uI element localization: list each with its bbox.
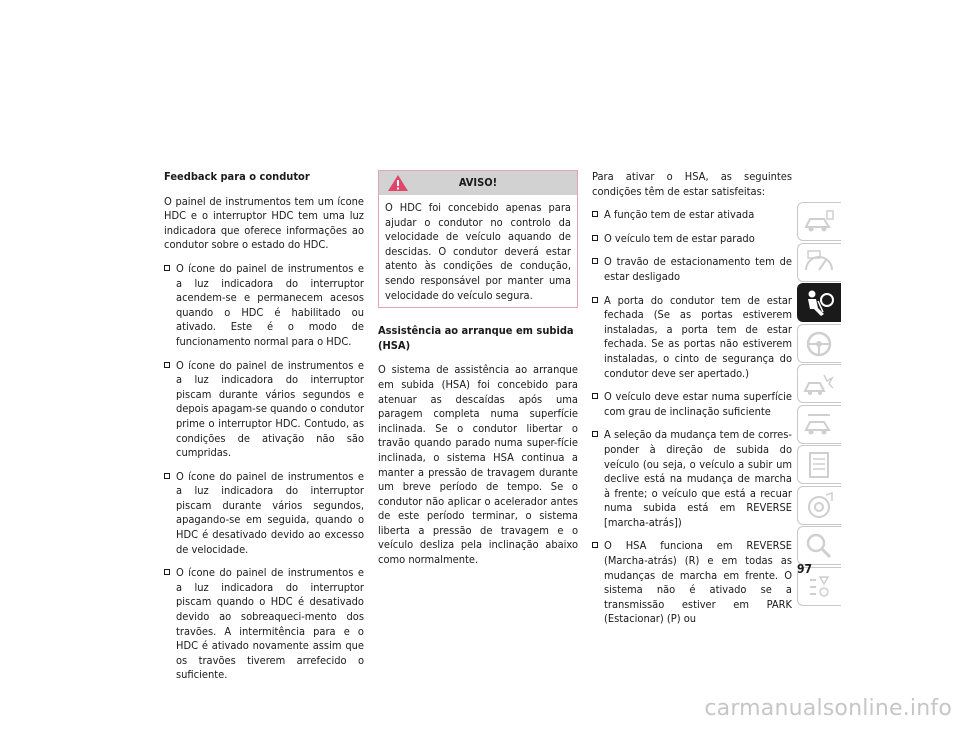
bullet-list <box>164 262 364 683</box>
checkbox-bullet-icon <box>592 542 598 548</box>
watermark: carmanualsonline.info <box>704 696 952 721</box>
steering-wheel-icon <box>802 329 836 359</box>
section-heading-feedback: Feedback para o condutor <box>164 170 310 183</box>
tab-car-info[interactable] <box>797 202 841 241</box>
tab-service[interactable] <box>797 405 841 444</box>
list-item: A porta do condutor tem de estar fechada (Se as portas estiverem instaladas, a porta tem de estar fechada. Se as portas não estiverem instaladas, o cinto de segurança do condutor deve ser apertado.) <box>592 294 792 382</box>
warning-text: O HDC foi concebido apenas para ajudar o condutor no controlo da velocidade de veículo aquando de descidas. O condutor deverá estar atento às condições de condução, sendo responsável por manter uma velocidade do veículo segura. <box>385 201 571 302</box>
column-3 <box>592 170 792 636</box>
checkbox-bullet-icon <box>164 265 170 271</box>
list-item: A função tem de estar ativada <box>592 208 792 223</box>
warning-header <box>379 171 577 195</box>
list-item: O travão de estacionamento tem de estar desligado <box>592 255 792 284</box>
car-crash-icon <box>802 369 836 399</box>
dashboard-icon <box>802 248 836 278</box>
tab-emergency[interactable] <box>797 364 841 403</box>
car-info-icon <box>802 207 836 237</box>
airbag-person-icon <box>802 288 836 318</box>
list-item: O ícone do painel de instrumentos e a luz indicadora do interruptor piscam quando o HDC é desativado devido ao sobreaqueci-mento dos travões. A intermitência para e o HDC é ativado novamente assim que os travões tiverem arrefecido o suficiente. <box>164 566 364 683</box>
section-heading-hsa: Assistência ao arranque em subida (HSA) <box>378 324 574 352</box>
list-item: O ícone do painel de instrumentos e a luz indicadora do interruptor piscam durante vários segundos e depois apagam-se quando o condutor prime o interruptor HDC. Contudo, as condições de ativação não são cumpridas. <box>164 359 364 461</box>
list-item: A seleção da mudança tem de corres-ponder à direção de subida do veículo (ou seja, o veículo a subir um declive está na mudança de marcha à frente; o veículo que está a recuar numa subida está em REVERSE [marcha-atrás]) <box>592 428 792 530</box>
page-number: 97 <box>797 562 813 576</box>
paragraph-conditions: Para ativar o HSA, as seguintes condições têm de estar satisfeitas: <box>592 170 792 198</box>
checkbox-bullet-icon <box>164 569 170 575</box>
list-item: O veículo deve estar numa superfície com grau de inclinação suficiente <box>592 390 792 419</box>
warning-triangle-icon <box>387 174 409 192</box>
warning-title: AVISO! <box>458 175 498 189</box>
list-item: O veículo tem de estar parado <box>592 232 792 247</box>
list-item: O HSA funciona em REVERSE (Marcha-atrás) (R) e em todas as mudanças de marcha em frente. O sistema não é ativado se a transmissão estiver em PARK (Estacionar) (P) ou <box>592 539 792 627</box>
paragraph-intro: O painel de instrumentos tem um ícone HDC e o interruptor HDC tem uma luz indicadora que oferece informações ao condutor sobre o estado do HDC. <box>164 194 364 252</box>
checkbox-bullet-icon <box>164 362 170 368</box>
checkbox-bullet-icon <box>592 235 598 241</box>
checkbox-bullet-icon <box>592 393 598 399</box>
list-item: O ícone do painel de instrumentos e a luz indicadora do interruptor acendem-se e permanecem acesos quando o HDC é habilitado ou ativado. Este é o modo de funcionamento normal para o HDC. <box>164 262 364 350</box>
audio-icon <box>802 491 836 521</box>
bullet-list <box>592 208 792 627</box>
tab-specs[interactable] <box>797 445 841 484</box>
specs-list-icon <box>802 450 836 480</box>
column-1 <box>164 170 364 692</box>
tab-safety[interactable] <box>797 283 841 322</box>
search-icon <box>802 531 836 561</box>
column-2 <box>378 170 578 577</box>
checkbox-bullet-icon <box>592 297 598 303</box>
checkbox-bullet-icon <box>592 431 598 437</box>
warning-box <box>378 170 578 308</box>
tab-search[interactable] <box>797 526 841 565</box>
checkbox-bullet-icon <box>592 258 598 264</box>
chapter-tabs <box>797 202 841 607</box>
tab-dashboard[interactable] <box>797 243 841 282</box>
paragraph-hsa: O sistema de assistência ao arranque em subida (HSA) foi concebido para atenuar as descaídas após uma paragem completa numa superfície inclinada. Se o condutor libertar o travão quando parado numa super-fície inclinada, o sistema HSA continua a manter a pressão de travagem durante um breve período de tempo. Se o condutor não aplicar o acelerador antes de este período terminar, o sistema liberta a pressão de travagem e o veículo desliza pela inclinação abaixo como normalmente. <box>378 363 578 567</box>
list-item: O ícone do painel de instrumentos e a luz indicadora do interruptor piscam durante vários segundos, apagando-se em seguida, quando o HDC é desativado devido ao excesso de velocidade. <box>164 470 364 558</box>
checkbox-bullet-icon <box>592 211 598 217</box>
car-service-icon <box>802 410 836 440</box>
tab-multimedia[interactable] <box>797 486 841 525</box>
checkbox-bullet-icon <box>164 473 170 479</box>
tab-driving[interactable] <box>797 324 841 363</box>
